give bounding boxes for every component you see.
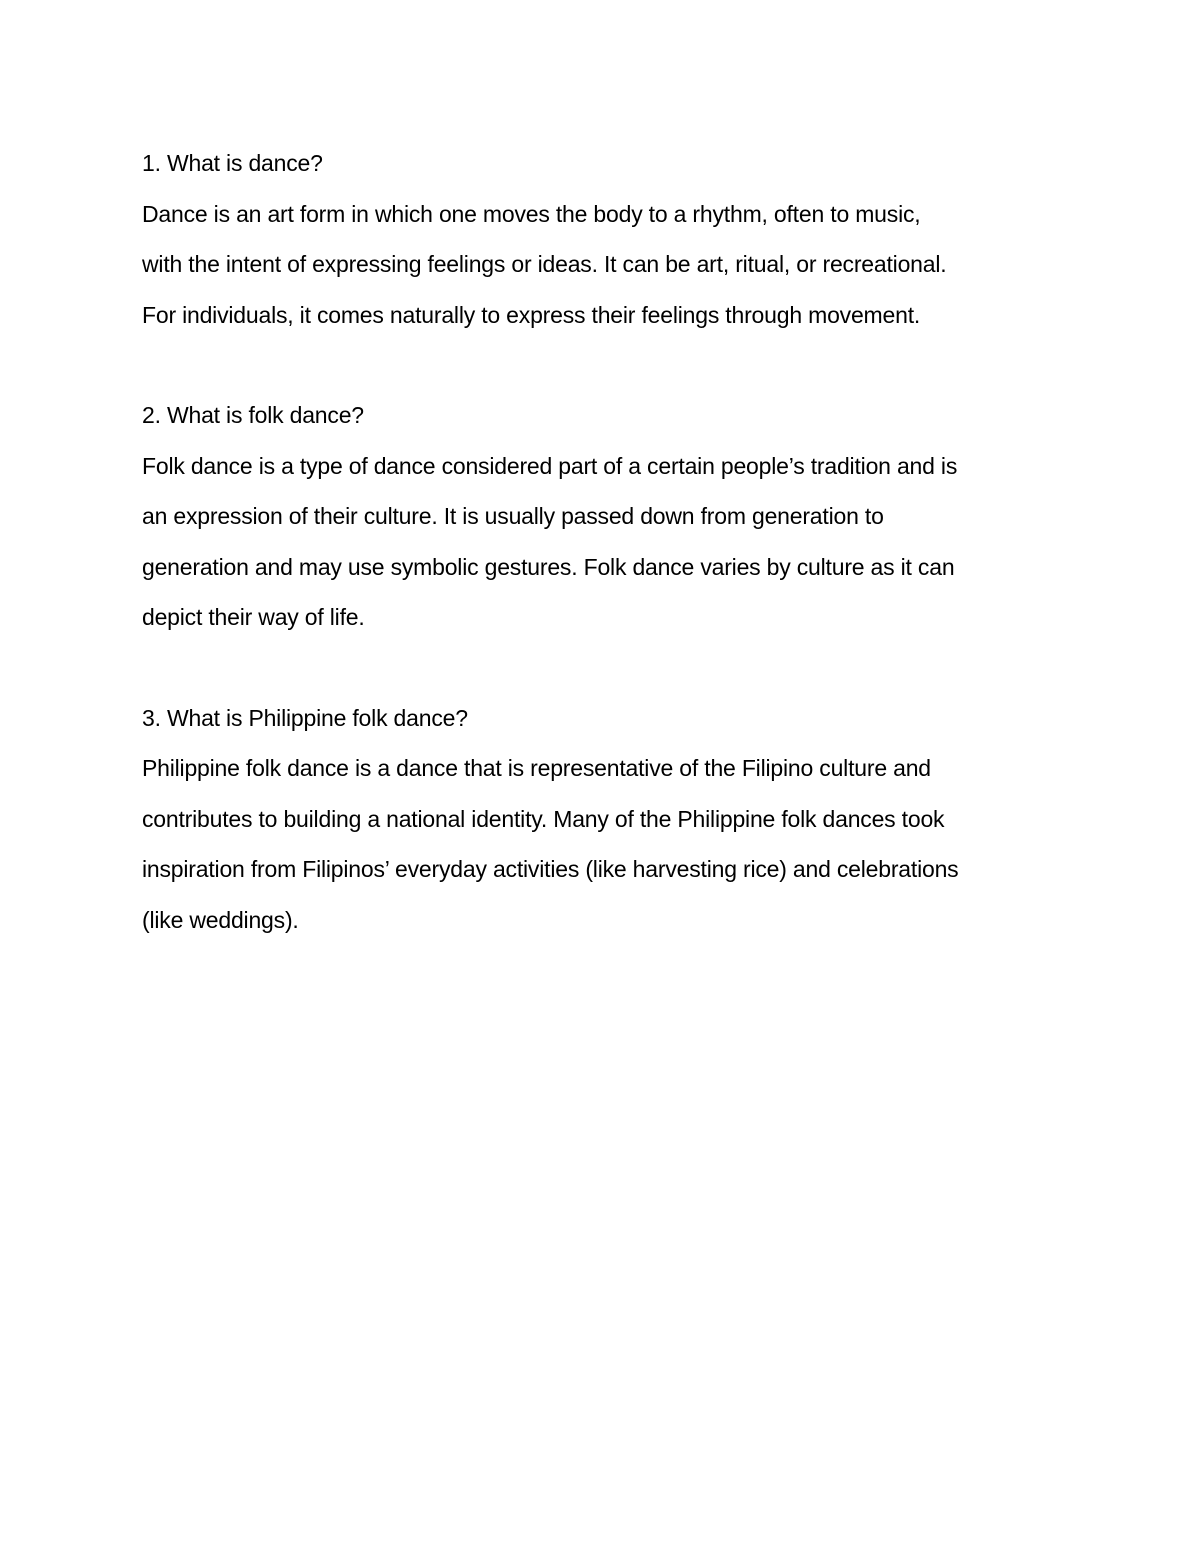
question-heading: 1. What is dance? <box>142 150 323 176</box>
answer-line: Dance is an art form in which one moves the body to a rhythm, often to music, <box>142 200 921 227</box>
answer-line: with the intent of expressing feelings or ideas. It can be art, ritual, or recreational. <box>142 251 947 277</box>
answer-line: (like weddings). <box>142 906 299 933</box>
answer-line: depict their way of life. <box>142 604 365 630</box>
qa-section-2 <box>142 390 1072 643</box>
answer-line: Philippine folk dance is a dance that is representative of the Filipino culture and <box>142 755 931 781</box>
qa-section-1 <box>142 138 1072 340</box>
answer-line: For individuals, it comes naturally to express their feelings through movement. <box>142 301 921 328</box>
answer-line: Folk dance is a type of dance considered part of a certain people’s tradition and is <box>142 452 958 479</box>
answer-line: contributes to building a national identity. Many of the Philippine folk dances took <box>142 805 945 832</box>
answer-line: inspiration from Filipinos’ everyday activities (like harvesting rice) and celebrations <box>142 856 959 882</box>
question-heading: 2. What is folk dance? <box>142 402 364 428</box>
answer-line: an expression of their culture. It is usually passed down from generation to <box>142 503 884 529</box>
document-body <box>142 138 1072 945</box>
qa-section-3 <box>142 693 1072 946</box>
question-heading: 3. What is Philippine folk dance? <box>142 704 468 731</box>
answer-line: generation and may use symbolic gestures. Folk dance varies by culture as it can <box>142 553 955 580</box>
